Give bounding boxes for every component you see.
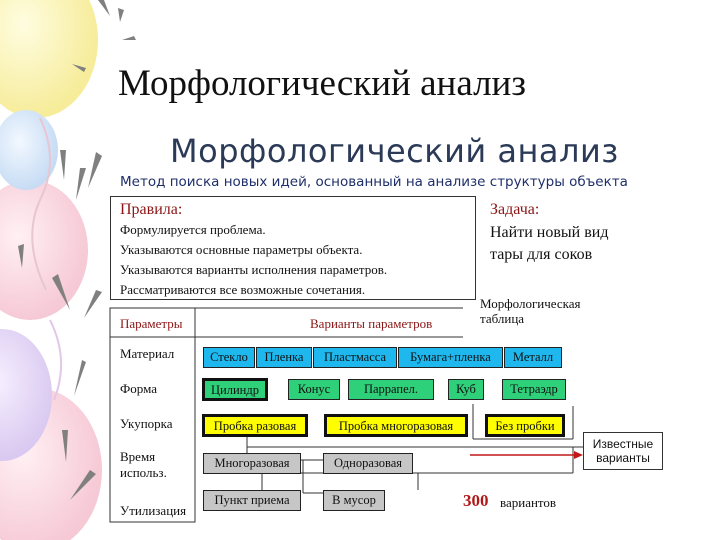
variant-count-unit: вариантов bbox=[500, 495, 557, 510]
cell-material-paper-film: Бумага+пленка bbox=[398, 347, 503, 368]
cell-shape-parallelepiped: Паррапел. bbox=[348, 379, 434, 400]
cell-shape-cube: Куб bbox=[448, 379, 484, 400]
cell-usage-reusable: Многоразовая bbox=[203, 453, 301, 474]
rule-line: Формулируется проблема. bbox=[120, 222, 266, 237]
cell-closure-single: Пробка разовая bbox=[203, 415, 307, 436]
variant-count-number: 300 bbox=[463, 491, 489, 510]
task-heading: Задача: bbox=[490, 201, 540, 218]
cell-closure-multi: Пробка многоразовая bbox=[325, 415, 467, 436]
row-label-usage-line: Время bbox=[120, 449, 156, 464]
cell-shape-cylinder: Цилиндр bbox=[203, 379, 267, 400]
cell-shape-tetrahedron: Тетраэдр bbox=[502, 379, 566, 400]
task-line: тары для соков bbox=[490, 246, 593, 263]
row-label-material: Материал bbox=[120, 346, 175, 361]
inner-title: Морфологический анализ bbox=[170, 132, 619, 170]
known-variants-line: варианты bbox=[596, 451, 650, 465]
cell-closure-none: Без пробки bbox=[486, 415, 564, 436]
row-label-closure: Укупорка bbox=[120, 416, 173, 431]
cell-material-metal: Металл bbox=[504, 347, 562, 368]
cell-shape-cone: Конус bbox=[288, 379, 340, 400]
slide-title: Морфологический анализ bbox=[118, 63, 526, 104]
rules-heading: Правила: bbox=[120, 201, 183, 218]
row-label-disposal: Утилизация bbox=[120, 503, 187, 518]
variants-title: Варианты параметров bbox=[310, 316, 433, 331]
table-note-line: таблица bbox=[480, 311, 525, 326]
known-variants-box bbox=[583, 432, 663, 470]
rule-line: Указываются основные параметры объекта. bbox=[120, 242, 363, 257]
row-label-usage bbox=[120, 449, 167, 481]
cell-disposal-trash: В мусор bbox=[323, 490, 385, 511]
row-label-usage-line: использ. bbox=[120, 465, 167, 480]
cell-material-glass: Стекло bbox=[203, 347, 255, 368]
cell-material-plastic: Пластмасса bbox=[313, 347, 397, 368]
table-note-line: Морфологическая bbox=[480, 296, 581, 311]
cell-disposal-collection: Пункт приема bbox=[203, 490, 301, 511]
row-label-shape: Форма bbox=[120, 381, 157, 396]
cell-usage-disposable: Одноразовая bbox=[323, 453, 413, 474]
cell-material-film: Пленка bbox=[256, 347, 312, 368]
rule-line: Указываются варианты исполнения параметров. bbox=[120, 262, 388, 277]
task-line: Найти новый вид bbox=[490, 224, 609, 241]
subtitle: Метод поиска новых идей, основанный на анализе структуры объекта bbox=[120, 174, 628, 190]
rule-line: Рассматриваются все возможные сочетания. bbox=[120, 282, 366, 297]
known-variants-line: Известные bbox=[592, 437, 654, 451]
params-title: Параметры bbox=[120, 316, 183, 331]
